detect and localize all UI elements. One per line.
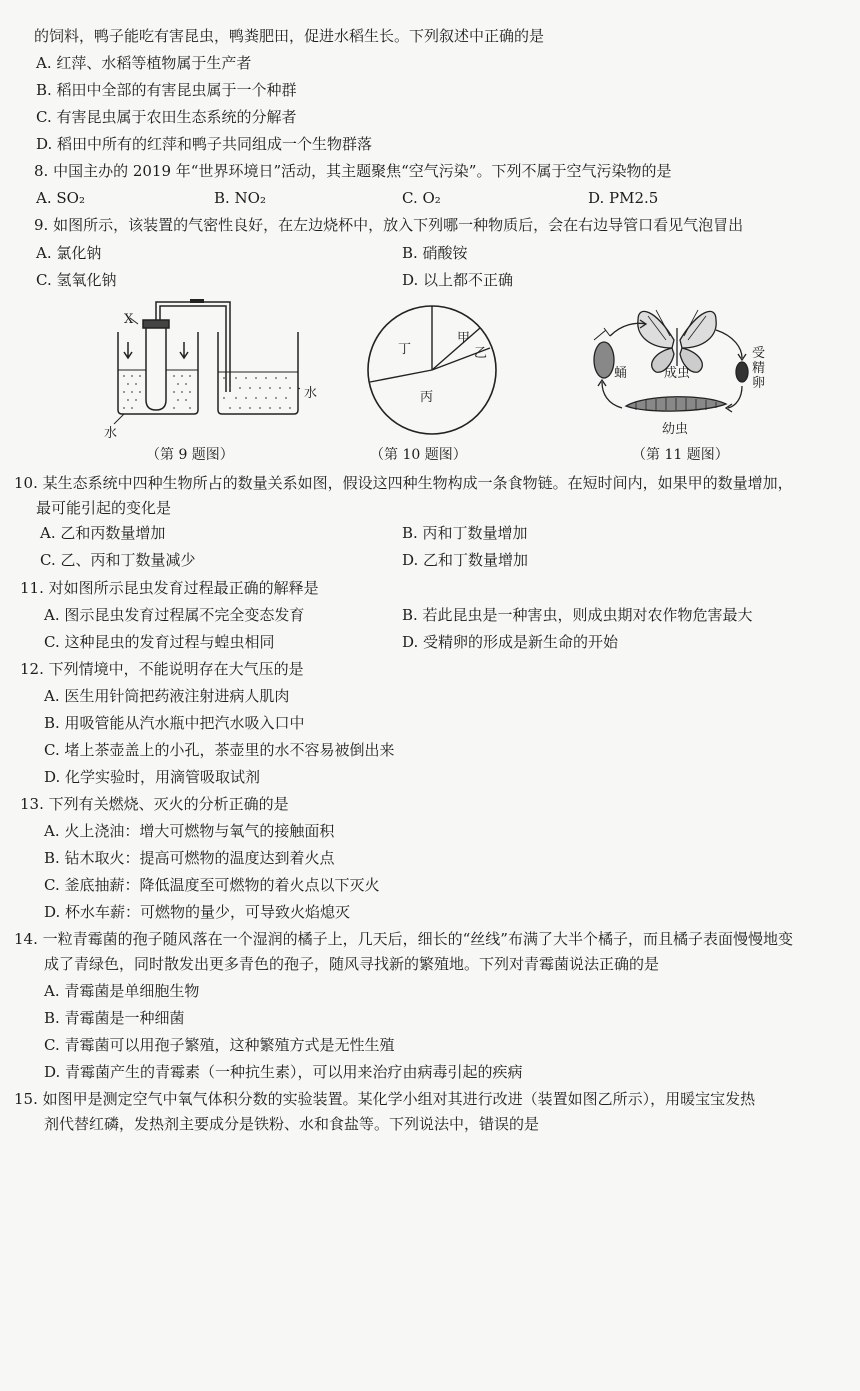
q13-option-c: C. 釜底抽薪：降低温度至可燃物的着火点以下灭火 [44,876,380,894]
fig11-label-adult: 成虫 [664,366,691,381]
q8-option-c: C. O₂ [402,189,441,207]
fig9-label-water-bottom: 水 [104,426,118,441]
fig11-label-larva: 幼虫 [662,422,689,437]
q9-option-a: A. 氯化钠 [36,244,102,262]
q13-option-a: A. 火上浇油：增大可燃物与氧气的接触面积 [44,822,335,840]
q9-option-d: D. 以上都不正确 [402,271,514,289]
q13-option-d: D. 杯水车薪：可燃物的量少，可导致火焰熄灭 [44,903,351,921]
fig10-label-bing: 丙 [420,390,434,405]
q10-option-c: C. 乙、丙和丁数量减少 [40,551,196,569]
q7-option-a: A. 红萍、水稻等植物属于生产者 [36,54,252,72]
q14-option-b: B. 青霉菌是一种细菌 [44,1009,185,1027]
q14-option-d: D. 青霉菌产生的青霉素（一种抗生素），可以用来治疗由病毒引起的疾病 [44,1063,523,1081]
q14-option-a: A. 青霉菌是单细胞生物 [44,982,200,1000]
q11-stem: 11. 对如图所示昆虫发育过程最正确的解释是 [20,579,319,597]
q12-option-b: B. 用吸管能从汽水瓶中把汽水吸入口中 [44,714,305,732]
q13-option-b: B. 钻木取火：提高可燃物的温度达到着火点 [44,849,335,867]
q14-stem-line1: 14. 一粒青霉菌的孢子随风落在一个湿润的橘子上，几天后，细长的“丝线”布满了大半个橘子，而且橘子表面慢慢地变 [14,930,793,948]
q8-option-a: A. SO₂ [36,189,85,207]
q10-option-a: A. 乙和丙数量增加 [40,524,166,542]
q12-option-d: D. 化学实验时，用滴管吸取试剂 [44,768,261,786]
q10-option-b: B. 丙和丁数量增加 [402,524,528,542]
q9-stem: 9. 如图所示，该装置的气密性良好，在左边烧杯中，放入下列哪一种物质后，会在右边导管口看见气泡冒出 [34,216,744,234]
q10-stem-line1: 10. 某生态系统中四种生物所占的数量关系如图，假设这四种生物构成一条食物链。在短时间内，如果甲的数量增加， [14,474,793,492]
fig10-label-jia: 甲 [457,331,471,346]
q12-option-c: C. 堵上茶壶盖上的小孔，茶壶里的水不容易被倒出来 [44,741,395,759]
q9-option-c: C. 氢氧化钠 [36,271,117,289]
fig9-caption: （第 9 题图） [146,447,234,463]
q15-stem-line1: 15. 如图甲是测定空气中氧气体积分数的实验装置。某化学小组对其进行改进（装置如图乙所示），用暖宝宝发热 [14,1090,756,1108]
fig11-label-pupa: 蛹 [614,366,628,381]
q10-option-d: D. 乙和丁数量增加 [402,551,529,569]
q12-stem: 12. 下列情境中，不能说明存在大气压的是 [20,660,304,678]
q13-stem: 13. 下列有关燃烧、灭火的分析正确的是 [20,795,289,813]
q7-option-c: C. 有害昆虫属于农田生态系统的分解者 [36,108,297,126]
q14-option-c: C. 青霉菌可以用孢子繁殖，这种繁殖方式是无性生殖 [44,1036,395,1054]
q10-stem-line2: 最可能引起的变化是 [36,499,172,517]
fig10-label-ding: 丁 [398,342,412,357]
fig10-label-yi: 乙 [474,346,488,361]
q11-option-a: A. 图示昆虫发育过程属不完全变态发育 [44,606,305,624]
q11-option-b: B. 若此昆虫是一种害虫，则成虫期对农作物危害最大 [402,606,753,624]
q7-option-d: D. 稻田中所有的红萍和鸭子共同组成一个生物群落 [36,135,373,153]
fig9-label-x: X [124,312,134,327]
q14-stem-line2: 成了青绿色，同时散发出更多青色的孢子，随风寻找新的繁殖地。下列对青霉菌说法正确的是 [44,955,660,973]
q8-option-b: B. NO₂ [214,189,266,207]
q9-option-b: B. 硝酸铵 [402,244,468,262]
q11-option-d: D. 受精卵的形成是新生命的开始 [402,633,619,651]
q15-stem-line2: 剂代替红磷，发热剂主要成分是铁粉、水和食盐等。下列说法中，错误的是 [44,1115,540,1133]
q7-stem-continued: 的饲料，鸭子能吃有害昆虫，鸭粪肥田，促进水稻生长。下列叙述中正确的是 [34,27,545,45]
fig11-label-egg: 受精卵 [752,346,766,391]
q11-option-c: C. 这种昆虫的发育过程与蝗虫相同 [44,633,275,651]
fig10-pie [362,300,502,440]
fig11-caption: （第 11 题图） [632,447,729,463]
fig9-label-water-right: 水 [304,386,318,401]
q8-option-d: D. PM2.5 [588,189,659,207]
q12-option-a: A. 医生用针筒把药液注射进病人肌肉 [44,687,290,705]
q8-stem: 8. 中国主办的 2019 年“世界环境日”活动，其主题聚焦“空气污染”。下列不属于空气污染物的是 [34,162,672,180]
fig10-caption: （第 10 题图） [370,447,467,463]
q7-option-b: B. 稻田中全部的有害昆虫属于一个种群 [36,81,297,99]
